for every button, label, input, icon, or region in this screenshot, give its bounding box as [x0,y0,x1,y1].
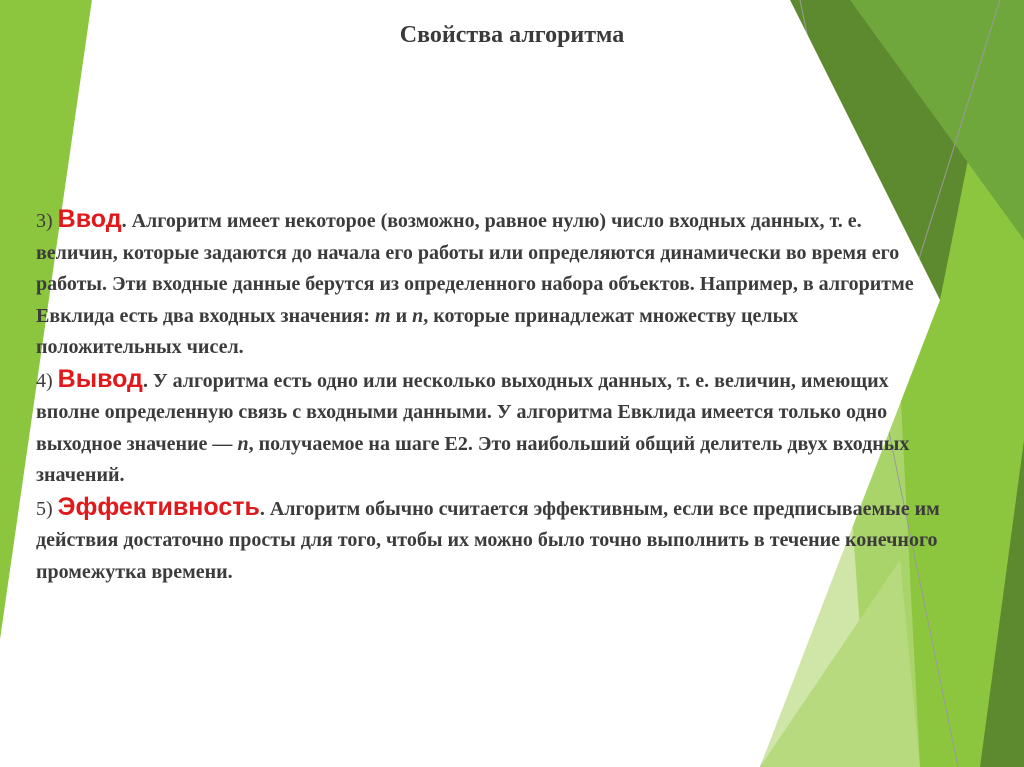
paragraph-text: . У алгоритма есть одно или несколько выходных данных, т. е. величин, имеющих вполне определенную связь с входными данными. У алгоритма Евклида имеется только одно выходное значение — [36,369,889,455]
paragraph-number: 3) [36,210,53,232]
variable-n: n [412,304,424,327]
paragraph-text: . Алгоритм имеет некоторое (возможно, равное нулю) число входных данных, т. е. величин, которые задаются до начала его работы или определяются динамически во время его работы. Эти входные данные берутся из определенного набора объектов. Например, в алгоритме Евклида есть два входных значения: [36,210,914,327]
variable-m: m [375,304,391,327]
paragraph-number: 5) [36,497,53,520]
paragraph-input [36,204,946,364]
slide-title: Свойства алгоритма [399,22,625,48]
term-efficiency: Эффективность [57,492,260,521]
term-input: Ввод [57,205,122,233]
variable-n: n [237,432,249,455]
paragraph-output [36,364,946,492]
paragraph-number: 4) [36,369,53,392]
term-output: Вывод [57,364,143,393]
paragraph-efficiency [36,492,946,589]
paragraph-text: и [390,304,413,327]
slide-content [36,204,946,588]
paragraph-text: . Алгоритм обычно считается эффективным, если все предписываемые им действия достаточно просты для того, чтобы их можно было точно выполнить в течение конечного промежутка времени. [36,497,940,583]
paragraph-text: , получаемое на шаге E2. Это наибольший общий делитель двух входных значений. [36,432,910,486]
paragraph-text: , которые принадлежат множеству целых положительных чисел. [36,304,799,358]
